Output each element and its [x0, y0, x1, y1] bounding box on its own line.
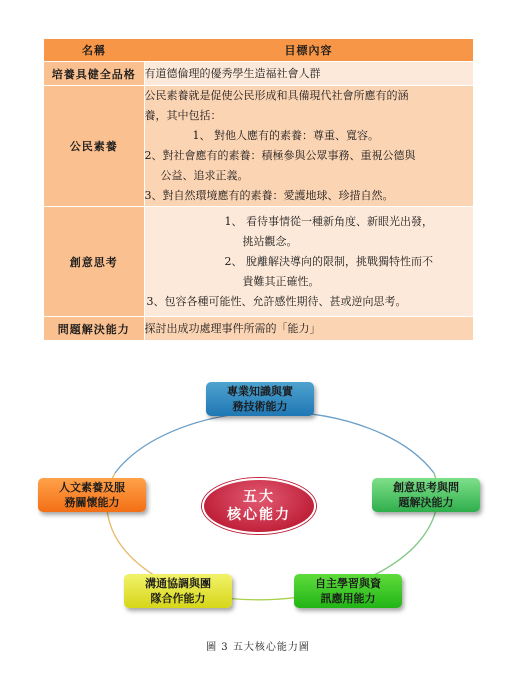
row-name: 創意思考 [44, 207, 144, 317]
box-line: 人文素養及服 [59, 481, 125, 494]
box-line: 題解決能力 [398, 496, 454, 509]
table-row [44, 207, 473, 317]
ring-arc-top [115, 412, 434, 473]
content-line: 養，其中包括： [144, 109, 222, 122]
center-line-1: 五大 [243, 489, 275, 505]
figure-caption: 圖 3 五大核心能力圖 [206, 642, 310, 653]
row-name: 公民素養 [44, 86, 144, 207]
box-line: 自主學習與資 [315, 577, 381, 590]
content-line: 3、對自然環境應有的素養：愛護地球、珍措自然。 [144, 189, 394, 202]
row-content [144, 86, 473, 207]
box-line: 溝通協調與團 [145, 577, 211, 590]
row-name: 問題解決能力 [44, 317, 144, 341]
content-line: 公益、追求正義。 [160, 169, 249, 182]
content-line: 2、對社會應有的素養：積極參與公眾事務、重視公德與 [144, 149, 416, 162]
content-line: 公民素養就是促使公民形成和具備現代社會所應有的涵 [144, 89, 409, 102]
row-content [144, 62, 473, 86]
content-line: 挑站觀念。 [242, 234, 298, 248]
content-line: 貴難其正確性。 [242, 274, 320, 288]
center-line-2: 核心能力 [227, 507, 291, 523]
header-name: 名稱 [44, 39, 144, 62]
content-line: 2、 脫離解決導向的限制，挑戰獨特性而不 [224, 254, 433, 268]
table-row [44, 317, 473, 341]
row-content [144, 317, 473, 341]
box-line: 務技術能力 [232, 400, 288, 413]
box-line: 隊合作能力 [150, 592, 206, 605]
content-line: 有道德倫理的優秀學生造福社會人群 [144, 66, 321, 80]
center-ellipse [202, 478, 316, 534]
competency-box-self-learning [294, 574, 402, 608]
core-competency-diagram [0, 370, 516, 630]
content-line: 3、包容各種可能性、允許感性期待、甚或逆向思考。 [146, 294, 407, 308]
competency-box-humanities [38, 478, 146, 512]
box-line: 務關懷能力 [64, 496, 120, 509]
goals-table [44, 38, 473, 341]
box-line: 專業知識與實 [227, 385, 293, 398]
table-row [44, 86, 473, 207]
box-line: 創意思考與問 [393, 481, 459, 494]
table-row [44, 62, 473, 86]
row-content [144, 207, 473, 317]
row-name: 培養具健全品格 [44, 62, 144, 86]
box-line: 訊應用能力 [320, 592, 376, 605]
content-line: 1、 對他人應有的素養：尊重、寬容。 [192, 129, 379, 142]
competency-box-communication [124, 574, 232, 608]
header-content: 目標內容 [144, 39, 473, 62]
content-line: 探討出成功處理事件所需的「能力」 [144, 321, 321, 335]
content-line: 1、 看待事情從一種新角度、新眼光出發， [224, 214, 433, 228]
table-header-row [44, 39, 473, 62]
competency-box-creative [372, 478, 480, 512]
competency-box-professional [206, 382, 314, 416]
